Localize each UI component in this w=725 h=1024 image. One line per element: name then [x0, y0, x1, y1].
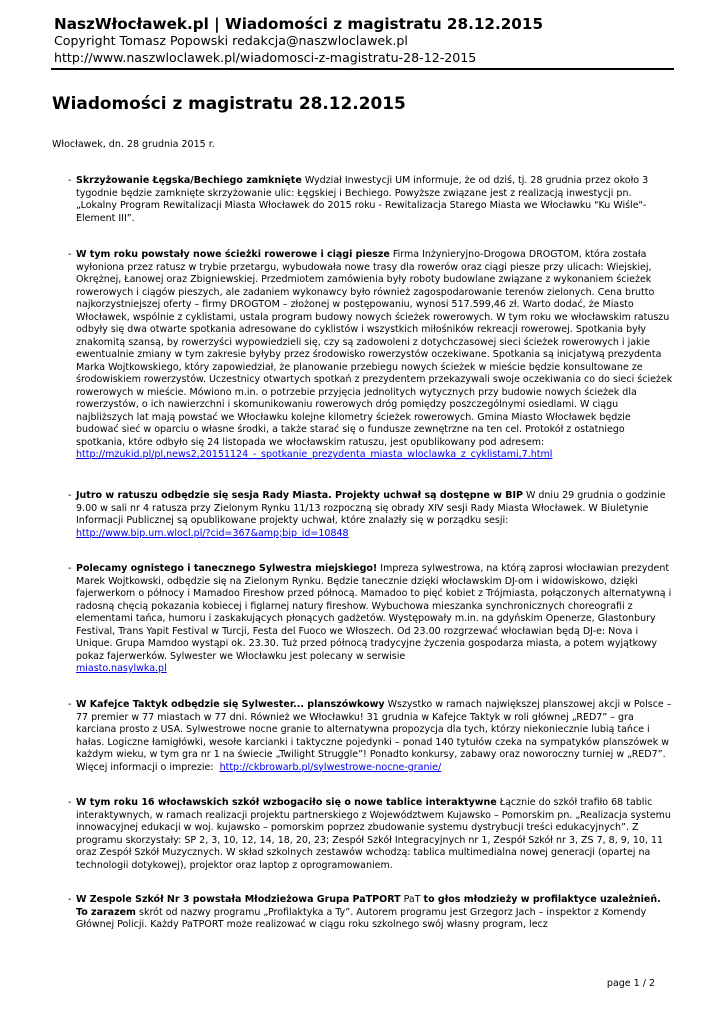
- news-item-body: skrót od nazwy programu „Profilaktyka a Ty”. Autorem programu jest Grzegorz Jach – inspektor z Komendy Głównej Policji. Każdy PaTPORT może realizować w ciągu roku szkolnego swój własny program, lecz: [76, 906, 647, 930]
- list-bullet: -: [68, 490, 72, 501]
- list-bullet: -: [68, 797, 72, 808]
- header-title: NaszWłocławek.pl | Wiadomości z magistratu 28.12.2015: [54, 15, 544, 33]
- news-item-link[interactable]: miasto.nasylwka.pl: [76, 663, 167, 674]
- header-divider: [51, 68, 674, 70]
- news-item-body: Wydział Inwestycji UM informuje, że od dziś, tj. 28 grudnia przez około 3 tygodnie będzie zamknięte skrzyżowanie ulic: Łęgskiej i Bechiego. Powyższe związane jest z realizacją inwestycji pn. „Lokalny Program Rewitalizacji Miasta Włocławek do 2015 roku - Rewitalizacja Starego Miasta we Włocławku "Ku Wiśle"-Element III”.: [76, 175, 649, 224]
- news-item-lead: Polecamy ognistego i tanecznego Sylwestra miejskiego!: [76, 563, 378, 574]
- news-item-lead: W tym roku powstały nowe ścieżki rowerowe i ciągi piesze: [76, 249, 390, 260]
- news-item-text: [76, 797, 674, 872]
- news-item-text: [76, 249, 674, 462]
- news-item-lead: Jutro w ratuszu odbędzie się sesja Rady Miasta. Projekty uchwał są dostępne w BIP: [76, 490, 523, 501]
- news-item-text: [76, 699, 674, 774]
- news-item-body: Impreza sylwestrowa, na którą zaprosi włocławian prezydent Marek Wojtkowski, odbędzie się na Zielonym Rynku. Będzie tanecznie dzięki włocławskim DJ-om i widowiskowo, dzięki fajerwerkom o północy i Mamadoo Fireshow przed północą. Mamadoo to pięć kobiet z Trójmiasta, połączonych alternatywną i radosną chęcią pokazania kobiecej i figlarnej natury fireshow. Wybuchowa mieszanka synchronicznych choreografii z elementami tańca, humoru i zaskakujących płonących gadżetów. Występowały m.in. na gdyńskim Openerze, Glastonbury Festival, Trans Yapit Festival w Turcji, Festa del Fuoco we Włoszech. Od 23.00 rozgrzewać włocławian będą DJ-e: Nova i Unique. Grupa Mamdoo wystąpi ok. 23.30. Tuż przed północą tradycyjne życzenia gospodarza miasta, a potem wyjątkowy pokaz fajerwerków. Sylwester we Włocławku jest polecany w serwisie: [76, 563, 672, 662]
- news-item: [68, 490, 674, 540]
- news-item-text: [76, 175, 674, 225]
- document-header: [54, 15, 674, 66]
- news-item-text: [76, 490, 674, 540]
- news-item-lead: W tym roku 16 włocławskich szkół wzbogaciło się o nowe tablice interaktywne: [76, 797, 497, 808]
- news-item-body: Łącznie do szkół trafiło 68 tablic interaktywnych, w ramach realizacji projektu partnerskiego z Województwem Kujawsko – Pomorskim pn. „Realizacja systemu innowacyjnej edukacji w woj. kujawsko – pomorskim poprzez zbudowanie systemu dystrybucji treści edukacyjnych”. Z programu skorzystały: SP 2, 3, 10, 12, 14, 18, 20, 23; Zespół Szkół Integracyjnych nr 1, Zespół Szkół nr 3, ZS 7, 8, 9, 10, 11 oraz Zespół Szkół Muzycznych. W skład szkolnych zestawów wchodzą: tablica multimedialna nowej generacji (opartej na technologii dotykowej), projektor oraz laptop z oprogramowaniem.: [76, 797, 671, 871]
- news-item: [68, 563, 674, 676]
- list-bullet: -: [68, 699, 72, 710]
- news-item: [68, 797, 674, 872]
- news-item-link[interactable]: http://ckbrowarb.pl/sylwestrowe-nocne-granie/: [219, 761, 442, 773]
- news-item-lead-continued: to głos młodzieży w profilaktyce uzależnień. To zarazem: [76, 894, 661, 918]
- news-item-text: [76, 894, 674, 932]
- news-item: [68, 249, 674, 462]
- list-bullet: -: [68, 894, 72, 905]
- article-dateline: Włocławek, dn. 28 grudnia 2015 r.: [52, 139, 215, 150]
- news-item-lead: W Kafejce Taktyk odbędzie się Sylwester... planszówkowy: [76, 699, 385, 710]
- news-item-link[interactable]: http://mzukid.pl/pl,news2,20151124_-_spotkanie_prezydenta_miasta_wloclawka_z_cyklistami,7.html: [76, 449, 553, 460]
- list-bullet: -: [68, 249, 72, 260]
- news-item-lead: Skrzyżowanie Łęgska/Bechiego zamknięte: [76, 175, 302, 186]
- header-url: http://www.naszwloclawek.pl/wiadomosci-z-magistratu-28-12-2015: [54, 49, 477, 65]
- list-bullet: -: [68, 175, 72, 186]
- news-item: [68, 894, 674, 932]
- news-item-body: Wszystko w ramach największej planszowej akcji w Polsce – 77 premier w 77 miastach w 77 dni. Również we Włocławku! 31 grudnia w Kafejce Taktyk w roli głównej „RED7” – gra karciana prosto z USA. Sylwestrowe nocne granie to alternatywna propozycja dla tych, którzy niekoniecznie lubią tańce i hałas. Logiczne łamigłówki, wesołe karcianki i taktyczne pojedynki – ponad 140 tytułów czeka na sympatyków planszówek w każdym wieku, w tym gra nr 1 na świecie „Twilight Struggle”! Ponadto konkursy, zabawy oraz noworoczny turniej w „RED7”. Więcej informacji o imprezie:: [76, 699, 672, 773]
- news-item-text: [76, 563, 674, 676]
- news-item-mid: PaT: [400, 894, 424, 905]
- news-item-body: W dniu 29 grudnia o godzinie 9.00 w sali nr 4 ratusza przy Zielonym Rynku 11/13 rozpoczną się obrady XIV sesji Rady Miasta Włocławek. W Biuletynie Informacji Publicznej są opublikowane projekty uchwał, które znalazły się w porządku sesji:: [76, 490, 666, 526]
- news-item-link[interactable]: http://www.bip.um.wlocl.pl/?cid=367&amp;bip_id=10848: [76, 527, 349, 539]
- news-item-lead: W Zespole Szkół Nr 3 powstała Młodzieżowa Grupa PaTPORT: [76, 894, 401, 905]
- news-item: [68, 175, 674, 225]
- article-heading: Wiadomości z magistratu 28.12.2015: [52, 93, 406, 113]
- page-number: page 1 / 2: [606, 978, 655, 989]
- news-item: [68, 699, 674, 774]
- news-item-body: Firma Inżynieryjno-Drogowa DROGTOM, która została wyłoniona przez ratusz w trybie przetargu, wybudowała nowe trasy dla rowerów oraz ciągi piesze przy ulicach: Wiejskiej, Okrężnej, Łanowej oraz Zbigniewskiej. Przedmiotem zamówienia były roboty budowlane związane z wykonaniem ścieżek rowerowych i ciągów pieszych, ale zadaniem wykonawcy było również zagospodarowanie terenów zielonych. Cena brutto najkorzystniejszej oferty – firmy DROGTOM – złożonej w postępowaniu, wynosi 517.599,46 zł. Warto dodać, że Miasto Włocławek, wspólnie z cyklistami, ustala program budowy nowych ścieżek rowerowych. W tym roku we włocławskim ratuszu odbyły się dwa otwarte spotkania adresowane do cyklistów i wszystkich miłośników rekreacji rowerowej. Spotkania były znakomitą szansą, by rowerzyści wypowiedzieli się, czy są zadowoleni z dotychczasowej sieci ścieżek rowerowych i jakie ewentualnie zmiany w tym zakresie byłyby przez środowisko rowerzystów oczekiwane. Spotkania są inicjatywą prezydenta Marka Wojtkowskiego, który zapowiedział, że planowanie przebiegu nowych ścieżek w mieście będzie konsultowane ze środowiskiem rowerzystów. Uczestnicy otwartych spotkań z prezydentem przekazywali swoje oczekiwania co do sieci ścieżek rowerowych w mieście. Mówiono m.in. o potrzebie przyjęcia jednolitych wytycznych przy budowie nowych ścieżek dla rowerzystów, o ich nawierzchni i skomunikowaniu rowerowych dróg pomiędzy poszczególnymi osiedlami. W ciągu najbliższych lat mają powstać we Włocławku kolejne kilometry ścieżek rowerowych. Gmina Miasto Włocławek będzie budować sieć w oparciu o własne środki, a także starać się o fundusze zewnętrzne na ten cel. Protokół z ostatniego spotkania, które odbyło się 24 listopada we włocławskim ratuszu, jest opublikowany pod adresem:: [76, 249, 673, 448]
- list-bullet: -: [68, 563, 72, 574]
- header-copyright: Copyright Tomasz Popowski redakcja@naszwloclawek.pl: [54, 33, 408, 48]
